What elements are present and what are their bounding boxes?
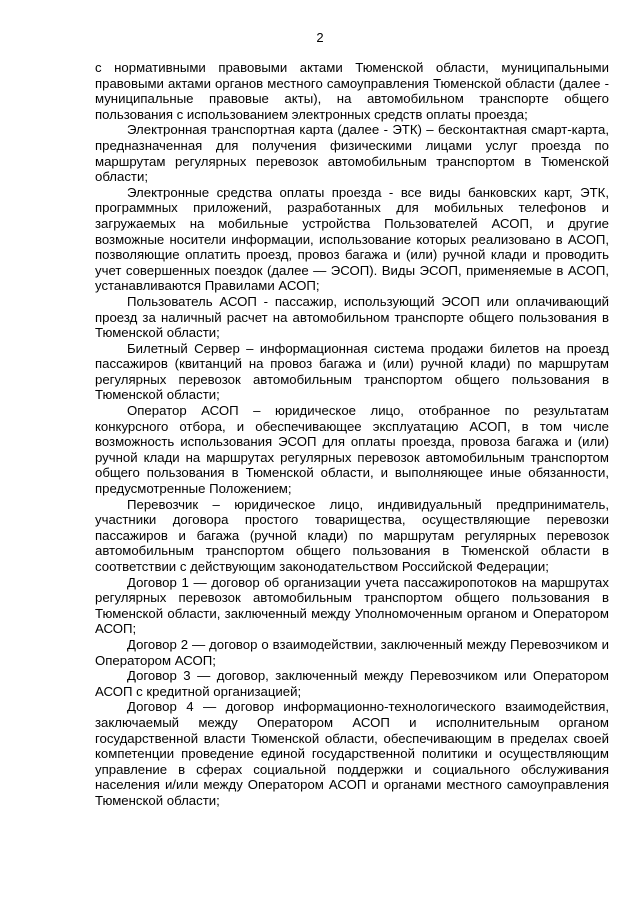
paragraph-esop-definition: Электронные средства оплаты проезда - все виды банковских карт, ЭТК, программных приложений, разработанных для мобильных телефонов и загружаемых на мобильные устройства Пользователей АСОП, и другие возможные носители информации, использование которых реализовано в АСОП, позволяющие оплатить проезд, провоз багажа и (или) ручной клади и проводить учет совершенных поездок (далее — ЭСОП). Виды ЭСОП, применяемые в АСОП, устанавливаются Правилами АСОП; [95,184,609,294]
paragraph-carrier-definition: Перевозчик – юридическое лицо, индивидуальный предприниматель, участники договора простого товарищества, осуществляющие перевозки пассажиров и багажа (ручной клади) по маршрутам регулярных перевозок автомобильным транспортом общего пользования в Тюменской области в соответствии с действующим законодательством Российской Федерации; [95,496,609,574]
paragraph-continuation: с нормативными правовыми актами Тюменской области, муниципальными правовыми актами органов местного самоуправления Тюменской области (далее - муниципальные правовые акты), на автомобильном транспорте общего пользования с использованием электронных средств оплаты проезда; [95,60,609,122]
paragraph-contract-1: Договор 1 — договор об организации учета пассажиропотоков на маршрутах регулярных перевозок автомобильным транспортом общего пользования в Тюменской области, заключенный между Уполномоченным органом и Оператором АСОП; [95,574,609,637]
paragraph-ticket-server-definition: Билетный Сервер – информационная система продажи билетов на проезд пассажиров (квитанций на провоз багажа и (или) ручной клади) по маршрутам регулярных перевозок автомобильным транспортом общего пользования в Тюменской области; [95,340,609,403]
paragraph-contract-3: Договор 3 — договор, заключенный между Перевозчиком или Оператором АСОП с кредитной организацией; [95,668,609,699]
paragraph-contract-4: Договор 4 — договор информационно-технологического взаимодействия, заключаемый между Оператором АСОП и исполнительным органом государственной власти Тюменской области, обеспечивающим в пределах своей компетенции проведение единой государственной политики и осуществляющим управление в сферах социальной поддержки и социального обслуживания населения и/или между Оператором АСОП и органами местного самоуправления Тюменской области; [95,699,609,808]
paragraph-user-definition: Пользователь АСОП - пассажир, использующий ЭСОП или оплачивающий проезд за наличный расчет на автомобильном транспорте общего пользования в Тюменской области; [95,293,609,341]
paragraph-etk-definition: Электронная транспортная карта (далее - ЭТК) – бесконтактная смарт-карта, предназначенная для получения физическими лицами услуг проезда по маршрутам регулярных перевозок автомобильным транспортом в Тюменской области; [95,122,609,185]
page-number: 2 [316,30,324,45]
paragraph-contract-2: Договор 2 — договор о взаимодействии, заключенный между Перевозчиком и Оператором АСОП; [95,636,609,668]
paragraph-operator-definition: Оператор АСОП – юридическое лицо, отобранное по результатам конкурсного отбора, и обеспечивающее эксплуатацию АСОП, в том числе возможность использования ЭСОП для оплаты проезда, провоза багажа и (или) ручной клади на маршрутах регулярных перевозок автомобильным транспортом общего пользования в Тюменской области, и выполняющее иные обязанности, предусмотренные Положением; [95,403,609,497]
document-body [95,60,609,809]
